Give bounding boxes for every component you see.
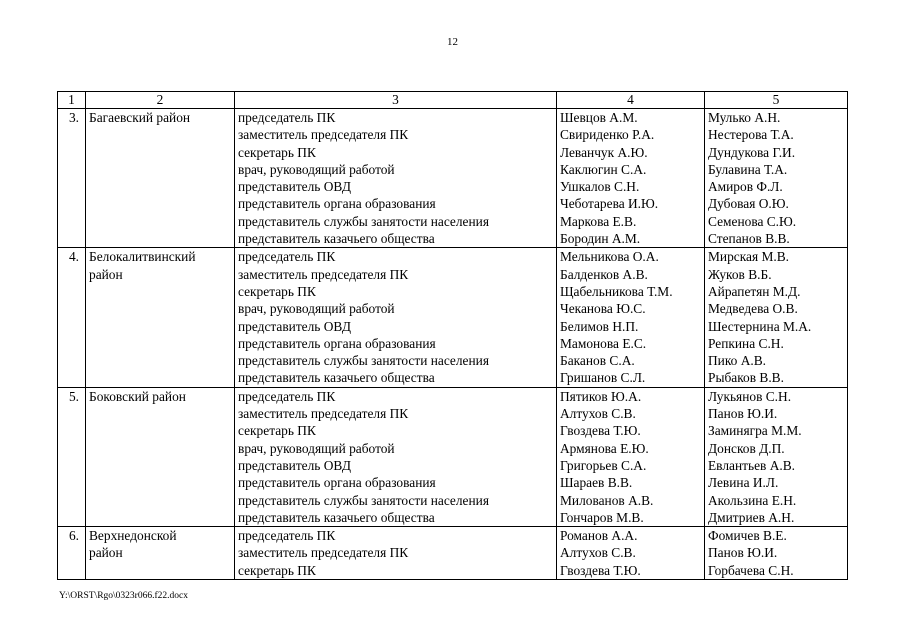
deputy-name: Панов Ю.И. <box>708 406 778 422</box>
position-label: председатель ПК <box>238 528 336 544</box>
row-number: 3. <box>58 109 86 248</box>
member-name: Григорьев С.А. <box>560 457 647 473</box>
position-label: врач, руководящий работой <box>238 301 395 317</box>
deputy-name: Булавина Т.А. <box>708 161 788 177</box>
member-name: Бородин А.М. <box>560 231 641 247</box>
header-col-3: 3 <box>235 92 557 109</box>
member-name: Алтухов С.В. <box>560 545 636 561</box>
district-name: район <box>89 266 123 282</box>
district-name: Белокалитвинский <box>89 249 196 265</box>
position-label: председатель ПК <box>238 249 336 265</box>
commission-table <box>57 91 848 580</box>
member-name: Армянова Е.Ю. <box>560 440 649 456</box>
position-label-cell <box>235 387 557 526</box>
position-label: председатель ПК <box>238 388 336 404</box>
member-name: Каклюгин С.А. <box>560 161 647 177</box>
position-label: представитель службы занятости населения <box>238 213 489 229</box>
deputy-name: Лукьянов С.Н. <box>708 388 792 404</box>
district-name: Верхнедонской <box>89 528 177 544</box>
table-row <box>58 109 848 248</box>
member-name: Леванчук А.Ю. <box>560 144 648 160</box>
position-label: врач, руководящий работой <box>238 440 395 456</box>
district-name-cell <box>86 109 235 248</box>
position-label: секретарь ПК <box>238 144 316 160</box>
member-name: Шевцов А.М. <box>560 110 638 125</box>
position-label: заместитель председателя ПК <box>238 545 409 561</box>
table-header-row <box>58 92 848 109</box>
deputy-name: Евлантьев А.В. <box>708 457 795 473</box>
deputy-name: Заминягра М.М. <box>708 423 802 439</box>
deputy-name: Панов Ю.И. <box>708 545 778 561</box>
member-name: Чеканова Ю.С. <box>560 301 646 317</box>
member-name-cell <box>557 109 705 248</box>
member-name: Маркова Е.В. <box>560 213 637 229</box>
position-label: заместитель председателя ПК <box>238 127 409 143</box>
deputy-name: Медведева О.В. <box>708 301 798 317</box>
member-name: Гвоздева Т.Ю. <box>560 423 641 439</box>
deputy-name: Фомичев В.Е. <box>708 528 787 544</box>
table-row <box>58 387 848 526</box>
deputy-name: Шестернина М.А. <box>708 318 812 334</box>
position-label-cell <box>235 109 557 248</box>
deputy-name-cell <box>705 109 848 248</box>
position-label-cell <box>235 527 557 580</box>
member-name: Романов А.А. <box>560 528 638 544</box>
position-label: представитель ОВД <box>238 179 351 195</box>
district-name: Багаевский район <box>89 110 191 125</box>
member-name: Свириденко Р.А. <box>560 127 655 143</box>
position-label: врач, руководящий работой <box>238 161 395 177</box>
member-name: Шараев В.В. <box>560 475 633 491</box>
member-name: Белимов Н.П. <box>560 318 639 334</box>
member-name: Гончаров М.В. <box>560 509 644 525</box>
deputy-name: Мирская М.В. <box>708 249 789 265</box>
position-label: заместитель председателя ПК <box>238 266 409 282</box>
member-name-cell <box>557 387 705 526</box>
position-label: представитель службы занятости населения <box>238 353 489 369</box>
member-name: Милованов А.В. <box>560 492 654 508</box>
deputy-name: Дубовая О.Ю. <box>708 196 789 212</box>
position-label: секретарь ПК <box>238 283 316 299</box>
member-name: Ушкалов С.Н. <box>560 179 640 195</box>
position-label-cell <box>235 248 557 387</box>
deputy-name: Дундукова Г.И. <box>708 144 796 160</box>
row-number: 6. <box>58 527 86 580</box>
district-name-cell <box>86 248 235 387</box>
deputy-name: Горбачева С.Н. <box>708 562 794 578</box>
header-col-5: 5 <box>705 92 848 109</box>
deputy-name: Репкина С.Н. <box>708 335 784 351</box>
deputy-name: Рыбаков В.В. <box>708 370 784 386</box>
member-name: Пятиков Ю.А. <box>560 388 642 404</box>
member-name: Гвоздева Т.Ю. <box>560 562 641 578</box>
position-label: представитель службы занятости населения <box>238 492 489 508</box>
deputy-name: Дмитриев А.Н. <box>708 509 795 525</box>
member-name-cell <box>557 248 705 387</box>
member-name: Мамонова Е.С. <box>560 335 647 351</box>
row-number: 4. <box>58 248 86 387</box>
position-label: председатель ПК <box>238 110 336 125</box>
position-label: представитель казачьего общества <box>238 509 435 525</box>
position-label: представитель казачьего общества <box>238 370 435 386</box>
member-name-cell <box>557 527 705 580</box>
deputy-name: Пико А.В. <box>708 353 767 369</box>
deputy-name: Левина И.Л. <box>708 475 779 491</box>
row-number: 5. <box>58 387 86 526</box>
table-row <box>58 248 848 387</box>
district-name: район <box>89 545 123 561</box>
position-label: представитель органа образования <box>238 196 436 212</box>
deputy-name: Донсков Д.П. <box>708 440 785 456</box>
member-name: Баканов С.А. <box>560 353 635 369</box>
deputy-name-cell <box>705 387 848 526</box>
position-label: представитель ОВД <box>238 318 351 334</box>
member-name: Гришанов С.Л. <box>560 370 646 386</box>
deputy-name: Семенова С.Ю. <box>708 213 797 229</box>
district-name-cell <box>86 527 235 580</box>
deputy-name: Нестерова Т.А. <box>708 127 794 143</box>
position-label: представитель казачьего общества <box>238 231 435 247</box>
table-row <box>58 527 848 580</box>
position-label: секретарь ПК <box>238 562 316 578</box>
member-name: Чеботарева И.Ю. <box>560 196 659 212</box>
position-label: секретарь ПК <box>238 423 316 439</box>
district-name: Боковский район <box>89 388 186 404</box>
deputy-name: Степанов В.В. <box>708 231 790 247</box>
deputy-name: Амиров Ф.Л. <box>708 179 783 195</box>
member-name: Алтухов С.В. <box>560 406 636 422</box>
deputy-name: Айрапетян М.Д. <box>708 283 801 299</box>
deputy-name-cell <box>705 248 848 387</box>
position-label: представитель ОВД <box>238 457 351 473</box>
position-label: представитель органа образования <box>238 475 436 491</box>
deputy-name: Жуков В.Б. <box>708 266 772 282</box>
file-path-footer: Y:\ORST\Rgo\0323r066.f22.docx <box>59 591 188 601</box>
deputy-name-cell <box>705 527 848 580</box>
header-col-4: 4 <box>557 92 705 109</box>
position-label: заместитель председателя ПК <box>238 406 409 422</box>
header-col-1: 1 <box>58 92 86 109</box>
member-name: Щабельникова Т.М. <box>560 283 673 299</box>
position-label: представитель органа образования <box>238 335 436 351</box>
header-col-2: 2 <box>86 92 235 109</box>
member-name: Мельникова О.А. <box>560 249 659 265</box>
page-number: 12 <box>447 36 458 48</box>
deputy-name: Мулько А.Н. <box>708 110 781 125</box>
district-name-cell <box>86 387 235 526</box>
member-name: Балденков А.В. <box>560 266 648 282</box>
deputy-name: Акользина Е.Н. <box>708 492 797 508</box>
